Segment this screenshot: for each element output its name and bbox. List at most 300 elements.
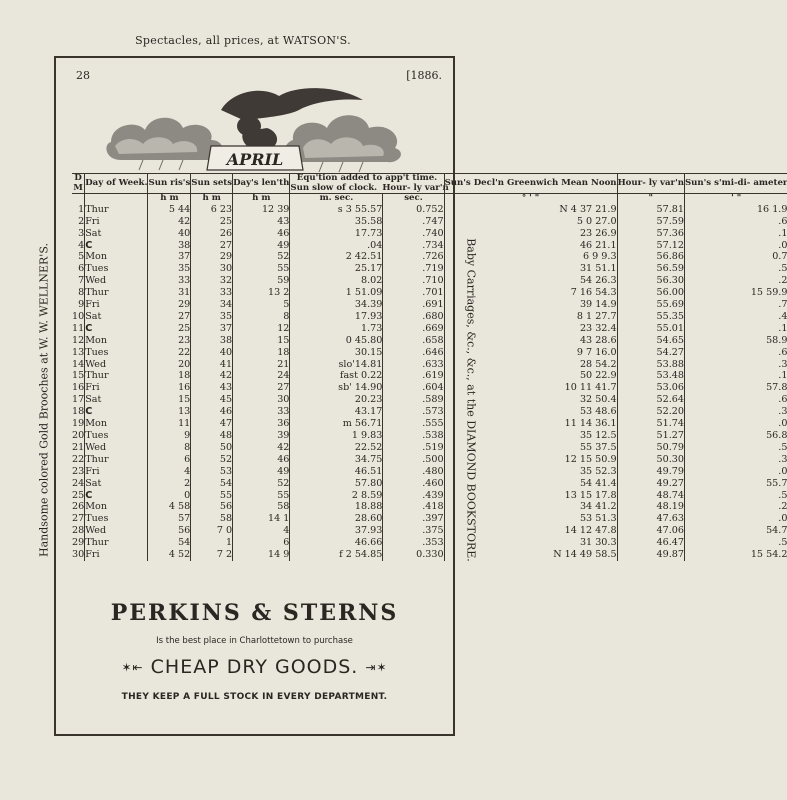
cell-eq-variation: .480	[383, 466, 444, 478]
cell-eq-variation: .418	[383, 501, 444, 513]
cell-eq-variation: .397	[383, 513, 444, 525]
cell-day-of-month: 30	[72, 549, 85, 561]
cell-sunset: 38	[191, 335, 233, 347]
cell-eq-variation: .375	[383, 525, 444, 537]
cell-semidiameter: .7	[684, 299, 787, 311]
cell-sunset: 56	[191, 501, 233, 513]
cell-eq-variation: .669	[383, 323, 444, 335]
unit-label: ° ' "	[444, 194, 617, 204]
cell-day-length: 58	[233, 501, 290, 513]
top-advert: Spectacles, all prices, at WATSON'S.	[135, 34, 351, 47]
cell-sunrise: 42	[148, 216, 191, 228]
cell-hourly-variation: 50.79	[617, 442, 684, 454]
cell-day-of-month: 9	[78, 299, 85, 311]
cell-day-length: 49	[233, 466, 290, 478]
cell-hourly-variation: 56.30	[617, 275, 684, 287]
table-row	[72, 454, 787, 466]
cell-day-length: 33	[233, 406, 290, 418]
cell-semidiameter: .3	[684, 454, 787, 466]
table-row	[72, 359, 787, 371]
cell-semidiameter: .5	[684, 490, 787, 502]
cell-eq-variation: .719	[383, 263, 444, 275]
cell-sunrise: 35	[148, 263, 191, 275]
cell-semidiameter: 57.8	[684, 382, 787, 394]
cell-declination: N 4 37 21.9	[444, 204, 617, 216]
cell-day-length: 12 39	[233, 204, 290, 216]
header-day-length: Day's len'th	[233, 174, 290, 194]
cell-hourly-variation: 53.06	[617, 382, 684, 394]
advert-company: PERKINS & STERNS	[110, 600, 399, 626]
cell-sunset: 54	[191, 478, 233, 490]
cell-equation: 22.52	[290, 442, 383, 454]
cell-day-length: 52	[233, 478, 290, 490]
cell-semidiameter: .1	[684, 323, 787, 335]
cell-sunrise: 33	[148, 275, 191, 287]
cell-eq-variation: .633	[383, 359, 444, 371]
table-row	[72, 430, 787, 442]
cell-day-of-week: C	[85, 323, 148, 335]
cell-day-of-week: Fri	[85, 299, 148, 311]
cell-sunrise: 57	[148, 513, 191, 525]
cell-declination: 28 54.2	[444, 359, 617, 371]
unit-label: h m	[148, 194, 191, 204]
advert-tagline: THEY KEEP A FULL STOCK IN EVERY DEPARTMENT.	[121, 692, 388, 702]
cell-eq-variation: .701	[383, 287, 444, 299]
cell-day-length: 14 1	[233, 513, 290, 525]
cell-sunrise: 20	[148, 359, 191, 371]
cell-semidiameter: .6	[684, 347, 787, 359]
cell-day-length: 55	[233, 490, 290, 502]
table-row	[72, 478, 787, 490]
cell-equation: 43.17	[290, 406, 383, 418]
cell-day-of-month: 21	[72, 441, 85, 453]
cell-sunset: 42	[191, 370, 233, 382]
cell-day-of-month: 22	[72, 453, 85, 465]
cell-semidiameter: .0	[684, 466, 787, 478]
cell-sunset: 52	[191, 454, 233, 466]
cell-semidiameter: 54.7	[684, 525, 787, 537]
cell-declination: 7 16 54.3	[444, 287, 617, 299]
cell-day-length: 21	[233, 359, 290, 371]
cell-equation: sb' 14.90	[290, 382, 383, 394]
cell-eq-variation: .691	[383, 299, 444, 311]
cell-day-of-month: 17	[72, 394, 85, 406]
table-row	[72, 442, 787, 454]
cell-eq-variation: .680	[383, 311, 444, 323]
cell-day-of-week: Wed	[85, 359, 148, 371]
cell-day-of-week: Thur	[85, 287, 148, 299]
cell-day-of-month: 24	[72, 477, 85, 489]
cell-eq-variation: .734	[383, 240, 444, 252]
table-row	[72, 204, 787, 216]
cell-semidiameter: .3	[684, 359, 787, 371]
cell-day-length: 6	[233, 537, 290, 549]
cell-eq-variation: .500	[383, 454, 444, 466]
cell-day-length: 5	[233, 299, 290, 311]
cell-day-length: 46	[233, 228, 290, 240]
cell-day-of-month: 2	[78, 215, 85, 227]
cell-equation: 46.51	[290, 466, 383, 478]
cell-declination: 12 15 50.9	[444, 454, 617, 466]
cell-semidiameter: .6	[684, 394, 787, 406]
cell-sunset: 7 2	[191, 549, 233, 561]
unit-label: "	[617, 194, 684, 204]
cell-day-of-week: C	[85, 490, 148, 502]
cell-hourly-variation: 50.30	[617, 454, 684, 466]
ornament-right-icon: ⇥✶	[365, 660, 388, 675]
cell-eq-variation: .460	[383, 478, 444, 490]
cell-day-length: 14 9	[233, 549, 290, 561]
cell-day-of-week: Tues	[85, 513, 148, 525]
cell-day-of-month: 25	[72, 489, 85, 501]
cell-equation: f 2 54.85	[290, 549, 383, 561]
cell-sunset: 1	[191, 537, 233, 549]
cell-hourly-variation: 48.74	[617, 490, 684, 502]
cell-day-length: 55	[233, 263, 290, 275]
cell-semidiameter: 0.7	[684, 251, 787, 263]
cell-day-length: 46	[233, 454, 290, 466]
cell-day-of-week: Mon	[85, 501, 148, 513]
cell-eq-variation: .747	[383, 216, 444, 228]
cell-semidiameter: .5	[684, 537, 787, 549]
cell-semidiameter: .5	[684, 263, 787, 275]
table-row	[72, 406, 787, 418]
cell-day-of-month: 11	[72, 322, 85, 334]
cell-eq-variation: .353	[383, 537, 444, 549]
cell-sunset: 34	[191, 299, 233, 311]
cell-declination: 11 14 36.1	[444, 418, 617, 430]
cell-day-of-week: Wed	[85, 525, 148, 537]
cell-sunrise: 0	[148, 490, 191, 502]
cell-day-length: 15	[233, 335, 290, 347]
cell-day-of-month: 15	[72, 370, 85, 382]
cell-sunset: 50	[191, 442, 233, 454]
cell-sunrise: 4 52	[148, 549, 191, 561]
cell-equation: 1.73	[290, 323, 383, 335]
page-number: 28	[76, 69, 90, 82]
header-semidiameter: Sun's s'mi-di- ameter	[684, 174, 787, 194]
cell-hourly-variation: 46.47	[617, 537, 684, 549]
cell-day-of-week: C	[85, 406, 148, 418]
cell-sunrise: 56	[148, 525, 191, 537]
cell-sunrise: 5 44	[148, 204, 191, 216]
cell-declination: 10 11 41.7	[444, 382, 617, 394]
cell-day-of-week: Sat	[85, 394, 148, 406]
table-row	[72, 335, 787, 347]
cell-day-of-month: 19	[72, 418, 85, 430]
cell-sunset: 25	[191, 216, 233, 228]
cell-day-of-month: 1	[78, 203, 85, 215]
cell-equation: 18.88	[290, 501, 383, 513]
page-year: [1886.	[406, 69, 442, 82]
cell-hourly-variation: 53.48	[617, 370, 684, 382]
cell-eq-variation: .555	[383, 418, 444, 430]
cell-declination: 39 14.9	[444, 299, 617, 311]
cell-semidiameter: .3	[684, 406, 787, 418]
cell-sunset: 45	[191, 394, 233, 406]
cell-equation: 34.75	[290, 454, 383, 466]
cell-eq-variation: .519	[383, 442, 444, 454]
table-row	[72, 275, 787, 287]
unit-label: sec.	[383, 194, 444, 204]
cell-hourly-variation: 47.63	[617, 513, 684, 525]
cell-day-of-week: Wed	[85, 275, 148, 287]
cell-equation: 1 9.83	[290, 430, 383, 442]
cell-day-of-month: 12	[72, 334, 85, 346]
cell-day-of-month: 5	[78, 251, 85, 263]
cell-equation: 1 51.09	[290, 287, 383, 299]
table-row	[72, 323, 787, 335]
cell-day-of-month: 10	[72, 310, 85, 322]
unit-label: h m	[191, 194, 233, 204]
cell-equation: s 3 55.57	[290, 204, 383, 216]
cell-day-of-month: 8	[78, 287, 85, 299]
cell-semidiameter: .1	[684, 228, 787, 240]
cell-eq-variation: .619	[383, 370, 444, 382]
cell-day-of-week: C	[85, 240, 148, 252]
cell-declination: 43 28.6	[444, 335, 617, 347]
cell-declination: 23 26.9	[444, 228, 617, 240]
cell-eq-variation: .646	[383, 347, 444, 359]
table-row	[72, 216, 787, 228]
cell-declination: 35 12.5	[444, 430, 617, 442]
cell-sunrise: 23	[148, 335, 191, 347]
cell-eq-variation: .710	[383, 275, 444, 287]
cell-day-length: 52	[233, 251, 290, 263]
cell-declination: 55 37.5	[444, 442, 617, 454]
unit-label: ' "	[684, 194, 787, 204]
cell-day-of-week: Thur	[85, 537, 148, 549]
cell-sunset: 30	[191, 263, 233, 275]
cell-equation: m 56.71	[290, 418, 383, 430]
table-row	[72, 263, 787, 275]
cell-equation: 17.93	[290, 311, 383, 323]
cell-eq-variation: 0.330	[383, 549, 444, 561]
header-sunset: Sun sets	[191, 174, 233, 194]
cell-day-of-month: 23	[72, 465, 85, 477]
cell-hourly-variation: 56.86	[617, 251, 684, 263]
cell-declination: 35 52.3	[444, 466, 617, 478]
cell-semidiameter: 15 54.2	[684, 549, 787, 561]
cell-sunrise: 13	[148, 406, 191, 418]
cell-equation: 34.39	[290, 299, 383, 311]
cell-day-of-week: Tues	[85, 347, 148, 359]
cell-sunset: 55	[191, 490, 233, 502]
cell-equation: 35.58	[290, 216, 383, 228]
cell-hourly-variation: 55.35	[617, 311, 684, 323]
cell-day-length: 27	[233, 382, 290, 394]
cell-hourly-variation: 56.00	[617, 287, 684, 299]
table-row	[72, 240, 787, 252]
header-equation: Equ'tion added to app't time. Sun slow of clock. Hour- ly var'n	[290, 173, 449, 193]
cell-day-of-week: Wed	[85, 442, 148, 454]
table-row	[72, 549, 787, 561]
cell-sunset: 46	[191, 406, 233, 418]
cell-day-of-month: 16	[72, 382, 85, 394]
banner-title: APRIL	[226, 150, 284, 169]
cell-semidiameter: 55.7	[684, 478, 787, 490]
cell-day-of-month: 7	[78, 275, 85, 287]
cell-day-of-week: Mon	[85, 251, 148, 263]
cell-hourly-variation: 57.36	[617, 228, 684, 240]
cell-semidiameter: .2	[684, 275, 787, 287]
cell-eq-variation: .439	[383, 490, 444, 502]
cell-day-of-month: 18	[72, 406, 85, 418]
table-header-row	[72, 174, 787, 194]
cell-hourly-variation: 52.64	[617, 394, 684, 406]
cell-equation: 8.02	[290, 275, 383, 287]
cell-day-length: 8	[233, 311, 290, 323]
table-row	[72, 394, 787, 406]
cell-semidiameter: 16 1.9	[684, 204, 787, 216]
table-row	[72, 347, 787, 359]
cell-semidiameter: .0	[684, 513, 787, 525]
table-row	[72, 525, 787, 537]
cell-sunrise: 54	[148, 537, 191, 549]
cell-day-of-week: Fri	[85, 382, 148, 394]
cell-day-of-week: Tues	[85, 263, 148, 275]
cell-hourly-variation: 57.59	[617, 216, 684, 228]
cell-day-of-month: 14	[72, 358, 85, 370]
cell-day-of-week: Sat	[85, 228, 148, 240]
table-row	[72, 287, 787, 299]
cell-eq-variation: .726	[383, 251, 444, 263]
cell-declination: 53 48.6	[444, 406, 617, 418]
cell-hourly-variation: 57.12	[617, 240, 684, 252]
cell-hourly-variation: 52.20	[617, 406, 684, 418]
cell-day-length: 30	[233, 394, 290, 406]
cell-declination: 8 1 27.7	[444, 311, 617, 323]
cell-sunrise: 15	[148, 394, 191, 406]
cell-hourly-variation: 54.27	[617, 347, 684, 359]
cell-equation: 0 45.80	[290, 335, 383, 347]
header-day-of-week: Day of Week.	[85, 174, 148, 194]
cell-day-of-month: 27	[72, 513, 85, 525]
cell-equation: 57.80	[290, 478, 383, 490]
cell-day-length: 13 2	[233, 287, 290, 299]
cell-declination: 46 21.1	[444, 240, 617, 252]
cell-day-of-month: 28	[72, 525, 85, 537]
cell-day-of-month: 13	[72, 346, 85, 358]
cell-day-length: 42	[233, 442, 290, 454]
advert-subline: Is the best place in Charlottetown to purchase	[156, 636, 353, 646]
cell-day-length: 59	[233, 275, 290, 287]
cell-eq-variation: 0.752	[383, 204, 444, 216]
cell-day-of-week: Fri	[85, 216, 148, 228]
header-hourly-variation: Hour- ly var'n	[617, 174, 684, 194]
table-row	[72, 418, 787, 430]
cell-sunrise: 22	[148, 347, 191, 359]
cell-day-length: 43	[233, 216, 290, 228]
cell-hourly-variation: 51.74	[617, 418, 684, 430]
right-side-advert: Baby Carriages, &c., &c., at the DIAMOND BOOKSTORE.	[464, 238, 478, 562]
cell-semidiameter: .6	[684, 216, 787, 228]
cell-day-of-week: Fri	[85, 549, 148, 561]
unit-label: h m	[233, 194, 290, 204]
cell-declination: 32 50.4	[444, 394, 617, 406]
cell-day-of-month: 3	[78, 227, 85, 239]
cell-hourly-variation: 49.79	[617, 466, 684, 478]
table-row	[72, 228, 787, 240]
cell-declination: 50 22.9	[444, 370, 617, 382]
cell-sunset: 43	[191, 382, 233, 394]
table-row	[72, 501, 787, 513]
almanac-table	[72, 173, 787, 561]
cell-sunrise: 4 58	[148, 501, 191, 513]
cell-hourly-variation: 55.69	[617, 299, 684, 311]
table-row	[72, 537, 787, 549]
header-day-of-month: D M	[73, 173, 83, 193]
cell-day-of-week: Thur	[85, 204, 148, 216]
cell-day-of-week: Fri	[85, 466, 148, 478]
cell-sunset: 37	[191, 323, 233, 335]
cell-declination: 54 41.4	[444, 478, 617, 490]
table-row	[72, 513, 787, 525]
cell-declination: 31 30.3	[444, 537, 617, 549]
table-row	[72, 251, 787, 263]
cell-sunrise: 16	[148, 382, 191, 394]
cell-semidiameter: 56.8	[684, 430, 787, 442]
cell-equation: 28.60	[290, 513, 383, 525]
cell-hourly-variation: 55.01	[617, 323, 684, 335]
cell-equation: 46.66	[290, 537, 383, 549]
cell-eq-variation: .589	[383, 394, 444, 406]
cell-sunset: 29	[191, 251, 233, 263]
cell-hourly-variation: 49.27	[617, 478, 684, 490]
cell-equation: 2 42.51	[290, 251, 383, 263]
cell-day-length: 49	[233, 240, 290, 252]
almanac-body	[72, 204, 787, 561]
cell-declination: 14 12 47.8	[444, 525, 617, 537]
cell-sunrise: 27	[148, 311, 191, 323]
cell-day-of-week: Thur	[85, 454, 148, 466]
cell-eq-variation: .740	[383, 228, 444, 240]
cell-equation: 25.17	[290, 263, 383, 275]
cell-declination: 9 7 16.0	[444, 347, 617, 359]
cell-equation: 30.15	[290, 347, 383, 359]
table-row	[72, 311, 787, 323]
cell-eq-variation: .538	[383, 430, 444, 442]
cell-sunset: 41	[191, 359, 233, 371]
cell-semidiameter: 58.9	[684, 335, 787, 347]
cell-equation: 20.23	[290, 394, 383, 406]
cell-declination: 5 0 27.0	[444, 216, 617, 228]
cell-sunrise: 11	[148, 418, 191, 430]
april-banner-illustration	[103, 80, 403, 173]
advert-headline: ✶⇤ CHEAP DRY GOODS. ⇥✶	[121, 656, 388, 678]
cell-declination: 53 51.3	[444, 513, 617, 525]
cell-day-of-week: Sat	[85, 478, 148, 490]
cell-hourly-variation: 56.59	[617, 263, 684, 275]
cell-declination: 6 9 9.3	[444, 251, 617, 263]
cell-sunset: 47	[191, 418, 233, 430]
cell-sunrise: 6	[148, 454, 191, 466]
cell-equation: slo'14.81	[290, 359, 383, 371]
cell-sunset: 26	[191, 228, 233, 240]
table-row	[72, 370, 787, 382]
cell-day-length: 4	[233, 525, 290, 537]
cell-semidiameter: .0	[684, 418, 787, 430]
cell-hourly-variation: 54.65	[617, 335, 684, 347]
cell-sunset: 32	[191, 275, 233, 287]
cell-day-of-week: Mon	[85, 418, 148, 430]
cell-day-of-week: Thur	[85, 370, 148, 382]
cell-sunrise: 18	[148, 370, 191, 382]
cell-hourly-variation: 57.81	[617, 204, 684, 216]
cell-declination: 34 41.2	[444, 501, 617, 513]
cell-sunrise: 29	[148, 299, 191, 311]
cell-day-of-month: 4	[78, 239, 85, 251]
